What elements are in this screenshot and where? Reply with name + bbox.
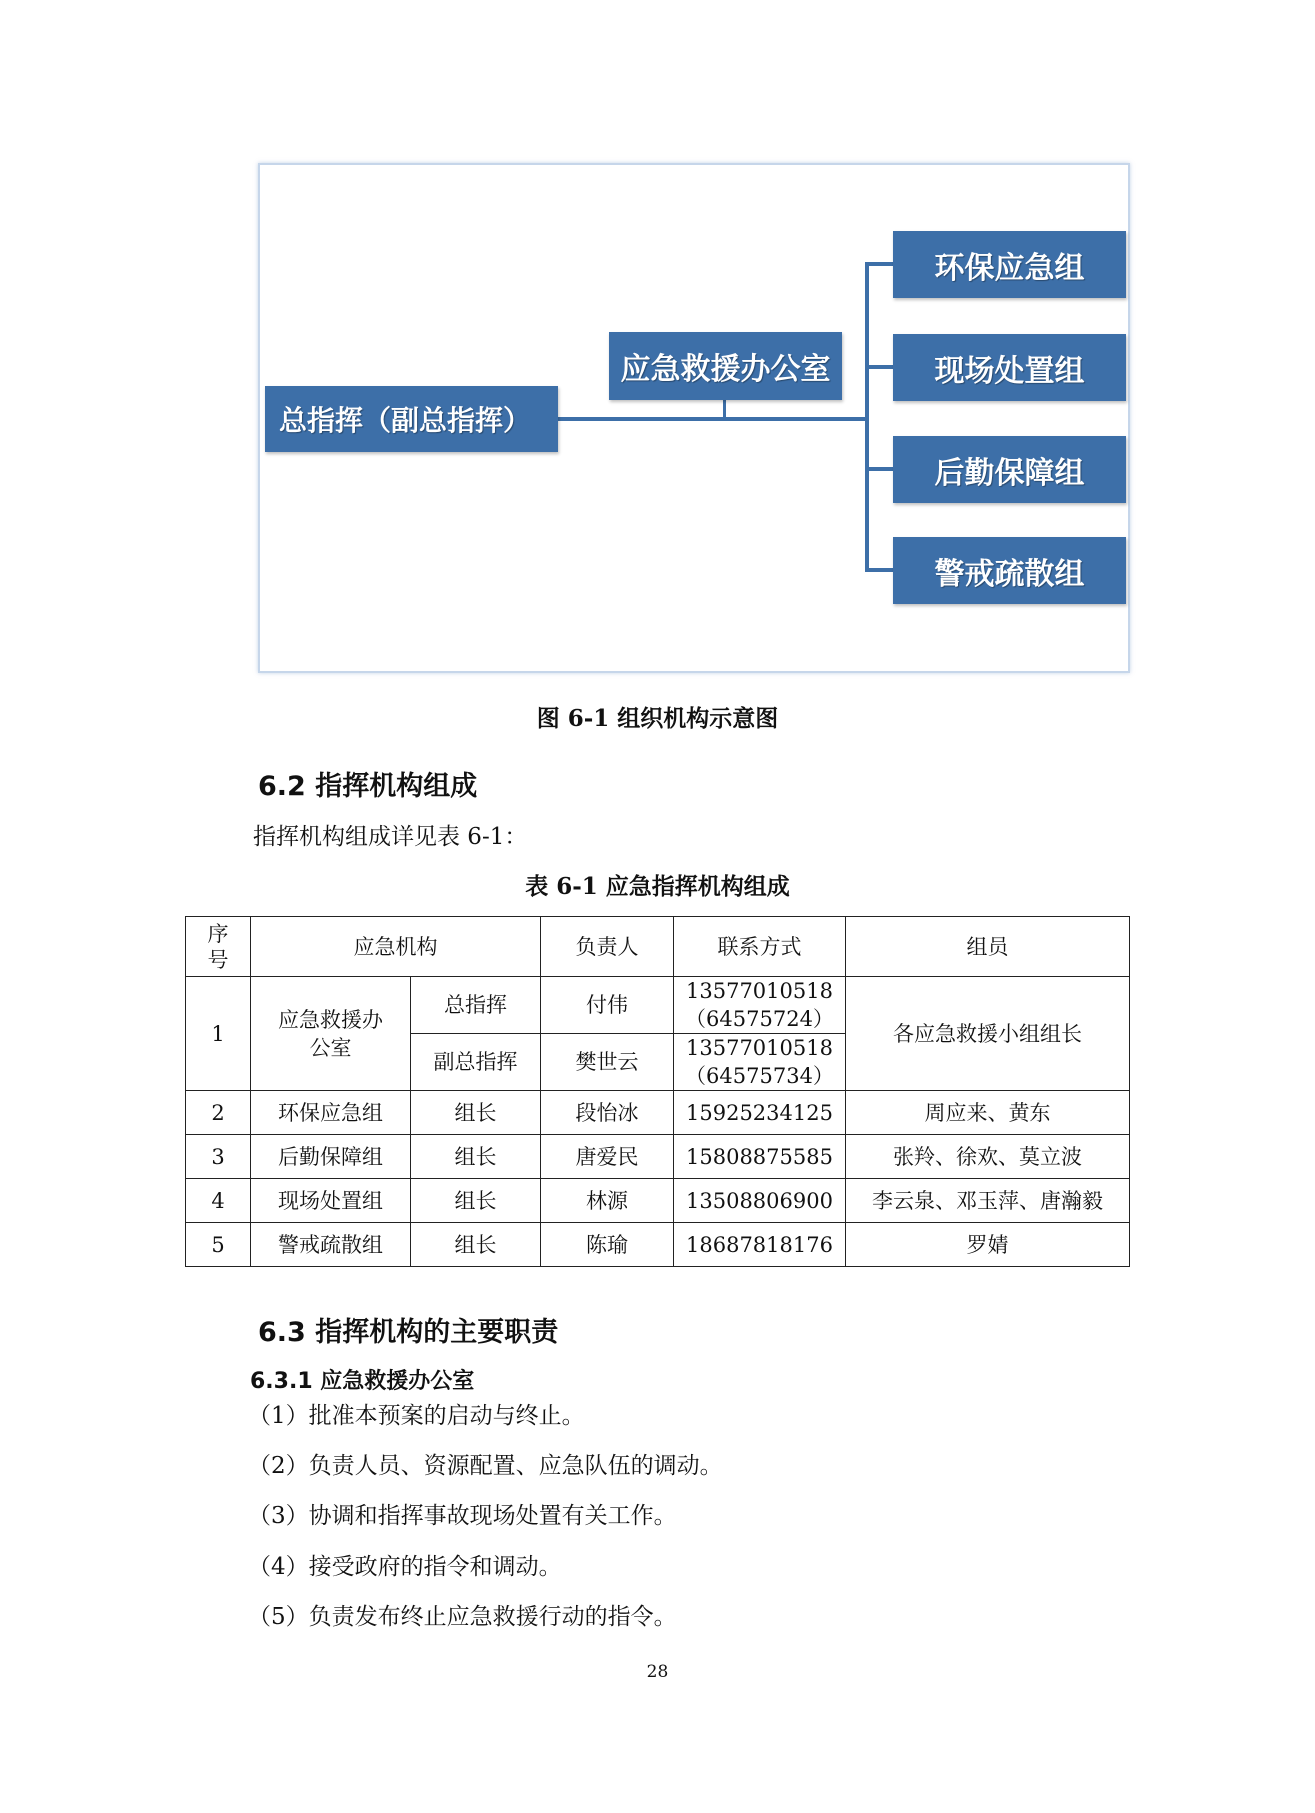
table-row	[186, 1091, 1130, 1135]
cell-agency: 现场处置组	[251, 1179, 411, 1223]
header-members: 组员	[846, 917, 1130, 977]
header-leader: 负责人	[541, 917, 674, 977]
cell-agency: 应急救援办公室	[251, 977, 411, 1091]
connector-root-to-trunk	[558, 417, 867, 421]
duty-item: （3）协调和指挥事故现场处置有关工作。	[248, 1503, 677, 1529]
cell-members: 张羚、徐欢、莫立波	[846, 1135, 1130, 1179]
connector-branch-1	[865, 262, 893, 266]
cell-contact: 13508806900	[674, 1179, 846, 1223]
table-caption: 表 6-1 应急指挥机构组成	[525, 873, 790, 900]
header-seq: 序号	[186, 917, 251, 977]
cell-agency: 警戒疏散组	[251, 1223, 411, 1267]
cell-seq: 2	[186, 1091, 251, 1135]
cell-members: 周应来、黄东	[846, 1091, 1130, 1135]
cell-leader: 樊世云	[541, 1034, 674, 1091]
duty-item: （4）接受政府的指令和调动。	[248, 1554, 562, 1580]
org-node-group-4: 警戒疏散组	[893, 537, 1126, 604]
connector-branch-2	[865, 365, 893, 369]
connector-branch-4	[865, 568, 893, 572]
cell-leader: 段怡冰	[541, 1091, 674, 1135]
page-number: 28	[646, 1662, 669, 1682]
cell-seq: 3	[186, 1135, 251, 1179]
cell-members: 各应急救援小组组长	[846, 977, 1130, 1091]
connector-office-stem	[723, 400, 726, 418]
cell-leader: 唐爱民	[541, 1135, 674, 1179]
cell-contact: 15808875585	[674, 1135, 846, 1179]
org-table	[185, 916, 1130, 1267]
duty-item: （5）负责发布终止应急救援行动的指令。	[248, 1604, 677, 1630]
org-node-group-3: 后勤保障组	[893, 436, 1126, 503]
cell-phone-ext: （64575724）	[685, 1007, 834, 1031]
section-6-2-heading: 6.2 指挥机构组成	[258, 771, 478, 802]
cell-role: 副总指挥	[411, 1034, 541, 1091]
cell-contact	[674, 1034, 846, 1091]
org-node-root: 总指挥（副总指挥）	[265, 386, 558, 452]
org-node-group-1: 环保应急组	[893, 231, 1126, 298]
cell-leader: 付伟	[541, 977, 674, 1034]
connector-trunk-vertical	[865, 264, 869, 572]
table-row	[186, 977, 1130, 1034]
table-header-row	[186, 917, 1130, 977]
cell-phone: 13577010518	[686, 979, 833, 1003]
cell-members: 李云泉、邓玉萍、唐瀚毅	[846, 1179, 1130, 1223]
cell-phone: 13577010518	[686, 1036, 833, 1060]
cell-agency: 后勤保障组	[251, 1135, 411, 1179]
cell-contact	[674, 977, 846, 1034]
duty-item: （2）负责人员、资源配置、应急队伍的调动。	[248, 1453, 723, 1479]
header-contact: 联系方式	[674, 917, 846, 977]
cell-leader: 林源	[541, 1179, 674, 1223]
section-6-2-intro: 指挥机构组成详见表 6-1：	[253, 824, 528, 850]
cell-members: 罗婧	[846, 1223, 1130, 1267]
table-row	[186, 1179, 1130, 1223]
header-agency: 应急机构	[251, 917, 541, 977]
cell-role: 总指挥	[411, 977, 541, 1034]
cell-contact: 15925234125	[674, 1091, 846, 1135]
org-node-office: 应急救援办公室	[609, 332, 842, 400]
table-row	[186, 1223, 1130, 1267]
duty-item: （1）批准本预案的启动与终止。	[248, 1403, 585, 1429]
cell-seq: 5	[186, 1223, 251, 1267]
cell-role: 组长	[411, 1135, 541, 1179]
section-6-3-heading: 6.3 指挥机构的主要职责	[258, 1317, 559, 1348]
cell-seq: 4	[186, 1179, 251, 1223]
cell-seq: 1	[186, 977, 251, 1091]
cell-phone-ext: （64575734）	[685, 1064, 834, 1088]
org-node-group-2: 现场处置组	[893, 334, 1126, 401]
connector-branch-3	[865, 467, 893, 471]
cell-role: 组长	[411, 1179, 541, 1223]
cell-contact: 18687818176	[674, 1223, 846, 1267]
cell-leader: 陈瑜	[541, 1223, 674, 1267]
cell-role: 组长	[411, 1091, 541, 1135]
cell-agency: 环保应急组	[251, 1091, 411, 1135]
table-row	[186, 1135, 1130, 1179]
figure-caption: 图 6-1 组织机构示意图	[536, 705, 779, 732]
section-6-3-1-heading: 6.3.1 应急救援办公室	[250, 1369, 475, 1394]
cell-role: 组长	[411, 1223, 541, 1267]
